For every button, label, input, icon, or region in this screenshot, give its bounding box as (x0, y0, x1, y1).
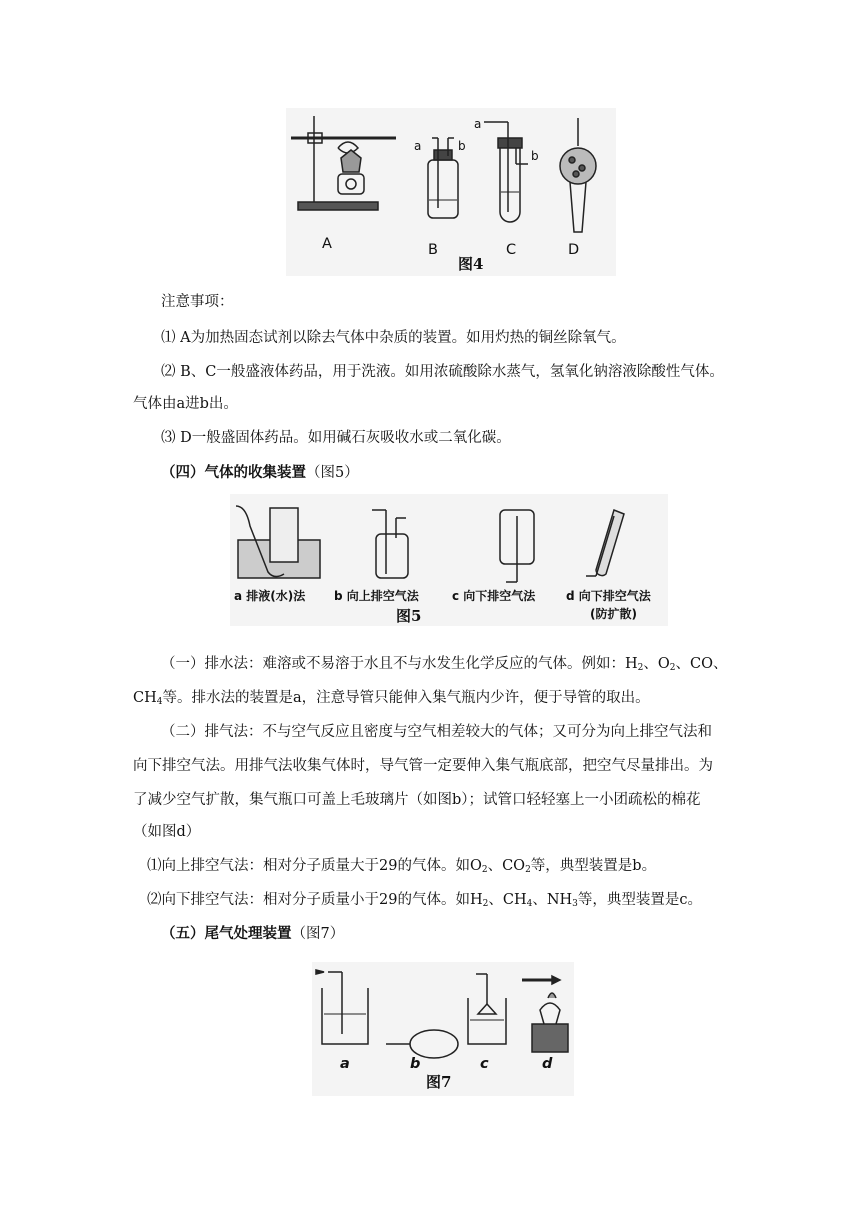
para-4-text-d: 等，典型装置是c。 (577, 892, 703, 908)
section-5-title: （五）尾气处理装置 (161, 925, 292, 942)
para-2-line-4: （如图d） (133, 824, 201, 840)
para-1-text-d: CH (133, 690, 157, 706)
para-1-sub-2: 2 (669, 663, 676, 673)
apparatus-b-gas-washing-bottle (428, 138, 458, 218)
figure-4-apparatus (286, 108, 616, 276)
para-2-line-1: （二）排气法：不与空气反应且密度与空气相差较大的气体；又可分为向上排空气法和 (161, 724, 712, 740)
para-1-text-b: 、O (643, 656, 670, 672)
section-5-heading (161, 924, 344, 944)
figure-4 (286, 108, 616, 276)
figure-7-caption: 图7 (426, 1073, 452, 1091)
figure-5-label-d-note: (防扩散) (590, 607, 637, 621)
para-3 (147, 856, 656, 876)
para-4-sub-2: 4 (526, 899, 533, 909)
para-2-line-3: 了减少空气扩散，集气瓶口可盖上毛玻璃片（如图b）；试管口轻轻塞上一小团疏松的棉花 (133, 792, 701, 808)
notes-heading: 注意事项： (161, 294, 234, 310)
section-5-ref: （图7） (291, 926, 345, 942)
para-2-line-2: 向下排空气法。用排气法收集气体时，导气管一定要伸入集气瓶底部，把空气尽量排出。为 (133, 758, 713, 774)
apparatus-b-collection-balloon (386, 1030, 458, 1058)
notes-item-3: ⑶ D一般盛固体药品。如用碱石灰吸收水或二氧化碳。 (161, 430, 511, 446)
para-4-sub-1: 2 (482, 899, 489, 909)
section-4-ref: （图5） (306, 465, 359, 481)
para-4-sub-3: 3 (572, 899, 578, 909)
para-1-sub-1: 2 (637, 663, 644, 673)
figure-5 (230, 494, 668, 626)
port-label-c-in: a (474, 117, 482, 131)
para-4-text-a: ⑵向下排空气法：相对分子质量小于29的气体。如H (147, 892, 483, 908)
apparatus-c-funnel-beaker (468, 974, 506, 1044)
figure-5-caption: 图5 (396, 607, 422, 625)
para-1-text-c: 、CO、 (675, 656, 728, 672)
apparatus-a-water-displacement (236, 506, 320, 578)
para-4 (147, 890, 702, 910)
port-label-b-out: b (458, 139, 466, 153)
para-1-text-e: 等。排水法的装置是a，注意导管只能伸入集气瓶内少许，便于导管的取出。 (162, 690, 650, 706)
apparatus-b-upward-air-displacement (372, 510, 408, 578)
section-4-title: （四）气体的收集装置 (161, 464, 306, 481)
para-4-text-b: 、CH (488, 892, 527, 908)
figure-5-label-b: b 向上排空气法 (334, 589, 419, 603)
figure-5-label-a: a 排液(水)法 (234, 589, 306, 603)
figure-4-label-c: C (506, 242, 517, 258)
section-4-heading (161, 463, 359, 483)
figure-5-label-d: d 向下排空气法 (566, 589, 651, 603)
figure-7-label-b: b (410, 1056, 421, 1072)
apparatus-d-inverted-test-tube (586, 510, 624, 576)
notes-item-2-line-1: ⑵ B、C一般盛液体药品，用于洗液。如用浓硫酸除水蒸气，氢氧化钠溶液除酸性气体。 (161, 364, 724, 380)
para-3-text-c: 等，典型装置是b。 (530, 858, 657, 874)
figure-7-label-d: d (542, 1056, 553, 1072)
figure-4-caption: 图4 (458, 255, 484, 273)
para-3-sub-2: 2 (525, 865, 531, 875)
port-label-b-in: a (414, 139, 422, 153)
notes-item-2-line-2: 气体由a进b出。 (133, 396, 238, 412)
apparatus-a-absorption-beaker (316, 970, 368, 1044)
apparatus-c-test-tube (484, 122, 528, 222)
figure-7-label-c: c (480, 1056, 489, 1072)
port-label-c-out: b (531, 149, 539, 163)
para-3-sub-1: 2 (481, 865, 488, 875)
figure-7 (312, 962, 574, 1096)
figure-4-label-d: D (568, 242, 580, 258)
para-1-line-1 (161, 654, 728, 674)
figure-5-label-c: c 向下排空气法 (452, 589, 536, 603)
figure-4-label-b: B (428, 242, 438, 258)
apparatus-c-downward-air-displacement (500, 510, 534, 582)
para-1-text-a: （一）排水法：难溶或不易溶于水且不与水发生化学反应的气体。例如：H (161, 656, 638, 672)
apparatus-d-drying-tube (560, 118, 596, 232)
para-1-sub-3: 4 (156, 697, 163, 707)
apparatus-a-heated-tube (291, 116, 396, 210)
para-4-text-c: 、NH (532, 892, 573, 908)
para-3-text-b: 、CO (487, 858, 526, 874)
figure-7-label-a: a (340, 1056, 350, 1072)
figure-4-label-a: A (322, 236, 332, 252)
notes-item-1: ⑴ A为加热固态试剂以除去气体中杂质的装置。如用灼热的铜丝除氧气。 (161, 330, 626, 346)
para-1-line-2 (133, 688, 650, 708)
para-3-text-a: ⑴向上排空气法：相对分子质量大于29的气体。如O (147, 858, 482, 874)
apparatus-d-combustion-burner (522, 976, 568, 1052)
